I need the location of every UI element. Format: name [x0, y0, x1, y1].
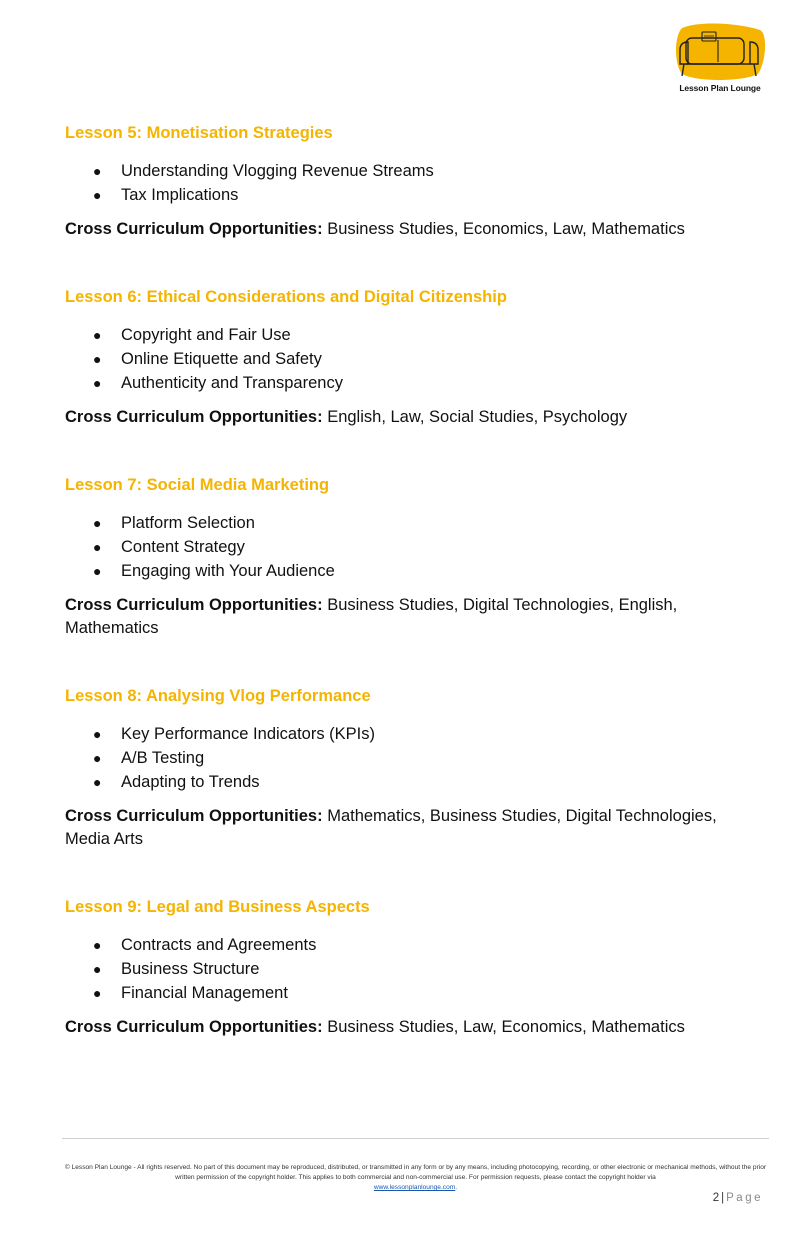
lesson-title: Lesson 5: Monetisation Strategies — [65, 124, 333, 142]
cross-curriculum-label: Cross Curriculum Opportunities: — [65, 408, 323, 426]
topic-list — [65, 323, 765, 395]
topic-text: Understanding Vlogging Revenue Streams — [121, 162, 434, 180]
topic-text: Copyright and Fair Use — [121, 326, 291, 344]
topic-text: Engaging with Your Audience — [121, 562, 335, 580]
cross-curriculum-label: Cross Curriculum Opportunities: — [65, 807, 323, 825]
topic-text: Authenticity and Transparency — [121, 374, 343, 392]
bullet-icon: ● — [93, 351, 102, 367]
topic-text: Business Structure — [121, 960, 260, 978]
list-item — [65, 159, 765, 183]
copyright-text: © Lesson Plan Lounge - All rights reserved. No part of this document may be reproduced, distributed, or transmitted in any form or by any means, including photocopying, recording, or other electronic or mechanical methods, without the prior written permission of the copyright holder. This applies to both commercial and non-commercial use. For permission requests, please contact the copyright holder via — [64, 1164, 767, 1181]
topic-text: Content Strategy — [121, 538, 245, 556]
cross-curriculum-value: English, Law, Social Studies, Psychology — [327, 408, 628, 426]
cross-curriculum-label: Cross Curriculum Opportunities: — [65, 596, 323, 614]
topic-list — [65, 159, 765, 207]
cross-curriculum-value: Business Studies, Economics, Law, Mathematics — [327, 220, 685, 238]
bullet-icon: ● — [93, 985, 102, 1001]
list-item — [65, 371, 765, 395]
list-item — [65, 722, 765, 746]
topic-text: Key Performance Indicators (KPIs) — [121, 725, 376, 743]
lesson-section — [65, 686, 765, 851]
list-item — [65, 559, 765, 583]
lesson-section — [65, 475, 765, 640]
topic-list — [65, 933, 765, 1005]
sofa-icon — [672, 22, 768, 82]
lesson-section — [65, 123, 765, 241]
list-item — [65, 183, 765, 207]
page-separator: | — [721, 1192, 725, 1204]
bullet-icon: ● — [93, 961, 102, 977]
list-item — [65, 347, 765, 371]
bullet-icon: ● — [93, 726, 102, 742]
page-number-value: 2 — [712, 1192, 720, 1204]
list-item — [65, 511, 765, 535]
cross-curriculum — [65, 218, 765, 241]
cross-curriculum-label: Cross Curriculum Opportunities: — [65, 1018, 323, 1036]
list-item — [65, 746, 765, 770]
lesson-title: Lesson 8: Analysing Vlog Performance — [65, 687, 371, 705]
topic-text: Financial Management — [121, 984, 288, 1002]
list-item — [65, 770, 765, 794]
topic-text: Tax Implications — [121, 186, 239, 204]
topic-list — [65, 511, 765, 583]
cross-curriculum-value: Business Studies, Law, Economics, Mathematics — [327, 1018, 685, 1036]
bullet-icon: ● — [93, 515, 102, 531]
topic-list — [65, 722, 765, 794]
lesson-title: Lesson 6: Ethical Considerations and Digital Citizenship — [65, 288, 507, 306]
bullet-icon: ● — [93, 539, 102, 555]
bullet-icon: ● — [93, 937, 102, 953]
bullet-icon: ● — [93, 375, 102, 391]
cross-curriculum-label: Cross Curriculum Opportunities: — [65, 220, 323, 238]
list-item — [65, 323, 765, 347]
topic-text: Platform Selection — [121, 514, 255, 532]
link-suffix: . — [455, 1184, 458, 1191]
lesson-title: Lesson 9: Legal and Business Aspects — [65, 898, 370, 916]
footer-copyright — [62, 1163, 769, 1193]
bullet-icon: ● — [93, 327, 102, 343]
cross-curriculum-value: Business Studies, Digital Technologies, English, Mathematics — [65, 596, 678, 637]
bullet-icon: ● — [93, 163, 102, 179]
bullet-icon: ● — [93, 563, 102, 579]
lesson-title: Lesson 7: Social Media Marketing — [65, 476, 330, 494]
list-item — [65, 535, 765, 559]
logo-text: Lesson Plan Lounge — [679, 83, 761, 93]
bullet-icon: ● — [93, 774, 102, 790]
website-link[interactable]: www.lessonplanlounge.com — [373, 1184, 456, 1191]
list-item — [65, 981, 765, 1005]
topic-text: Adapting to Trends — [121, 773, 260, 791]
brand-logo — [672, 22, 768, 96]
bullet-icon: ● — [93, 750, 102, 766]
lesson-section — [65, 897, 765, 1039]
lesson-section — [65, 287, 765, 429]
footer-divider — [62, 1138, 769, 1139]
cross-curriculum — [65, 1016, 765, 1039]
lesson-list — [65, 123, 765, 1085]
cross-curriculum — [65, 805, 765, 851]
page-number — [713, 1192, 763, 1204]
list-item — [65, 957, 765, 981]
topic-text: Online Etiquette and Safety — [121, 350, 322, 368]
topic-text: A/B Testing — [121, 749, 205, 767]
cross-curriculum — [65, 406, 765, 429]
cross-curriculum-value: Mathematics, Business Studies, Digital Technologies, Media Arts — [65, 807, 717, 848]
cross-curriculum — [65, 594, 765, 640]
page-word: Page — [726, 1192, 763, 1204]
bullet-icon: ● — [93, 187, 102, 203]
list-item — [65, 933, 765, 957]
topic-text: Contracts and Agreements — [121, 936, 317, 954]
